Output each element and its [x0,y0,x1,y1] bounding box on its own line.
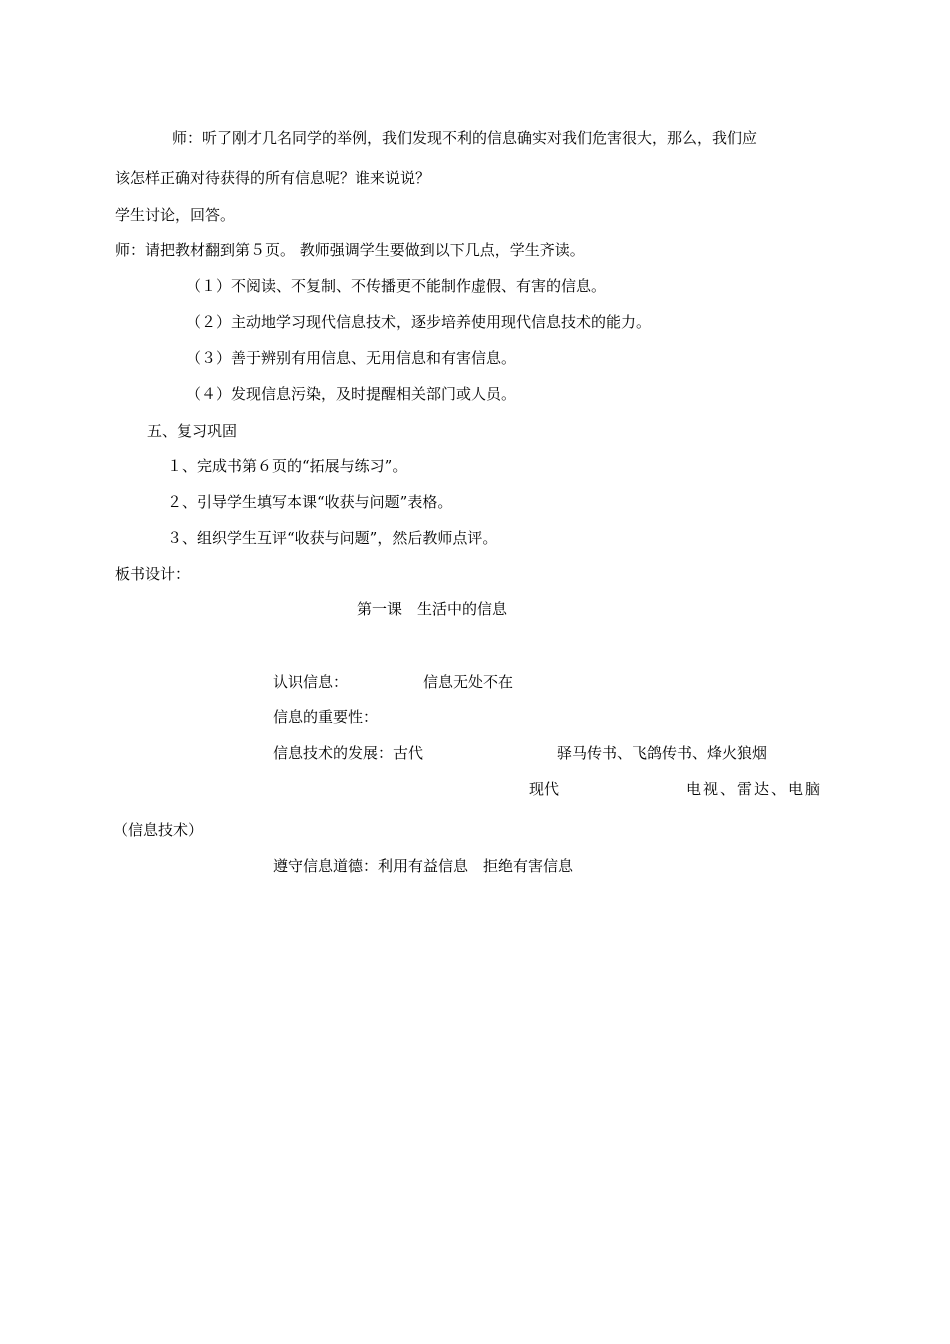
board-modern-label: 现代 [529,780,560,798]
student-discuss-line: 学生讨论，回答。 [115,206,236,224]
review-item-3: ３、组织学生互评“收获与问题”，然后教师点评。 [167,529,498,547]
board-modern-value: 电视、雷达、电脑 [686,780,823,798]
teacher-instruction-line: 师：请把教材翻到第５页。 教师强调学生要做到以下几点，学生齐读。 [115,241,585,259]
board-recognize-label: 认识信息： [273,673,349,691]
board-recognize-value: 信息无处不在 [423,673,514,691]
point-4: （４）发现信息污染，及时提醒相关部门或人员。 [186,385,517,403]
board-ancient-value: 驿马传书、飞鸽传书、烽火狼烟 [557,744,768,762]
board-importance-label: 信息的重要性： [273,708,379,726]
point-1: （１）不阅读、不复制、不传播更不能制作虚假、有害的信息。 [186,277,607,295]
board-lesson-title: 第一课 生活中的信息 [357,600,508,618]
board-development-label: 信息技术的发展：古代 [273,744,424,762]
board-ethics: 遵守信息道德：利用有益信息 拒绝有害信息 [273,857,574,875]
section-five-title: 五、复习巩固 [147,422,238,440]
teacher-question-line-2: 该怎样正确对待获得的所有信息呢？谁来说说？ [115,169,431,187]
review-item-1: １、完成书第６页的“拓展与练习”。 [167,457,408,475]
point-2: （２）主动地学习现代信息技术，逐步培养使用现代信息技术的能力。 [186,313,652,331]
board-modern-suffix: （信息技术） [113,821,204,839]
board-design-label: 板书设计： [115,565,191,583]
teacher-question-line-1: 师：听了刚才几名同学的举例，我们发现不利的信息确实对我们危害很大，那么，我们应 [172,129,758,147]
point-3: （３）善于辨别有用信息、无用信息和有害信息。 [186,349,517,367]
review-item-2: ２、引导学生填写本课“收获与问题”表格。 [167,493,453,511]
